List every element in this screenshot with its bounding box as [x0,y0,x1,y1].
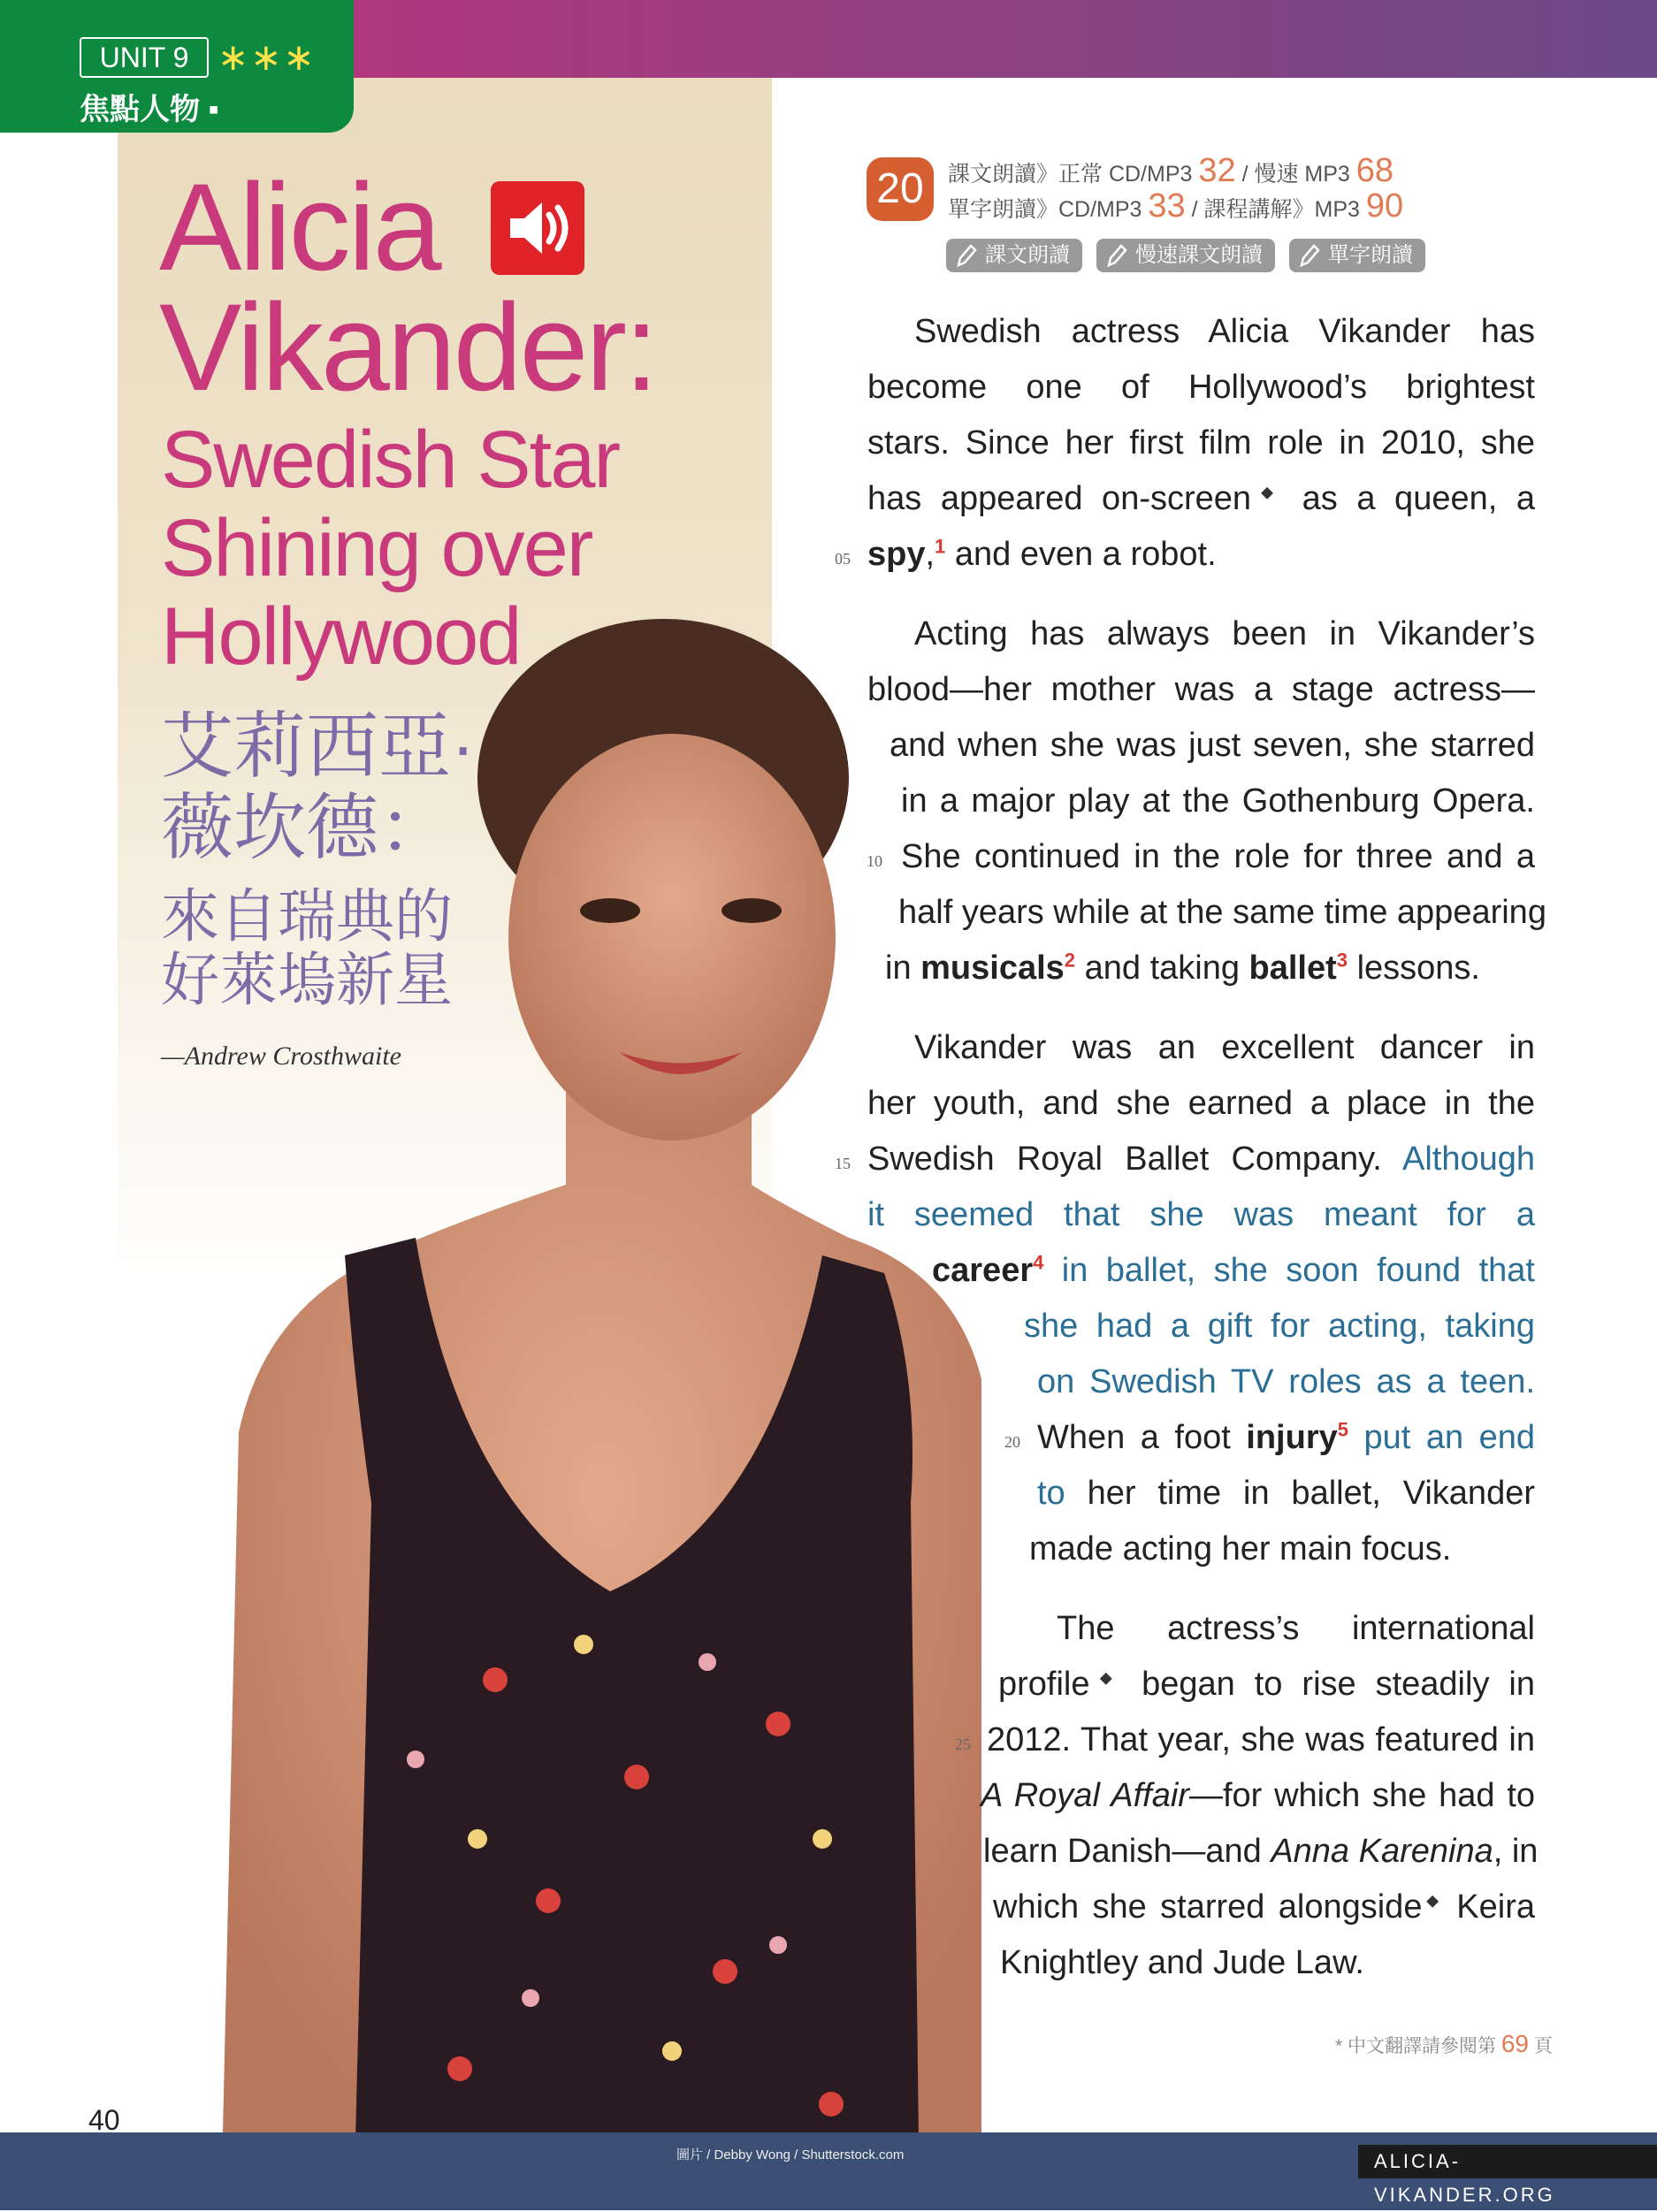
chinese-subtitle-line-2: 好萊塢新星 [161,947,453,1012]
chinese-title-line-2: 薇坎德： [161,788,452,868]
page-number: 40 [88,2104,120,2136]
body-line: in a major play at the Gothenburg Opera. [901,782,1535,820]
body-line: made acting her main focus. [1029,1530,1452,1567]
body-line: stars. Since her first film role in 2010, she [867,424,1535,461]
section-label: 焦點人物 ▪ [80,93,219,126]
body-line: which she starred alongside◆ Keira [993,1888,1535,1926]
title-line-2: Vikander: [159,278,656,416]
body-line: Swedish actress Alicia Vikander has [914,313,1535,350]
body-line: learn Danish—and Anna Karenina, in [983,1833,1539,1870]
body-line-highlight: it seemed that she was meant for a [867,1196,1535,1233]
body-line: Vikander was an excellent dancer in [914,1029,1535,1066]
body-line: in musicals$^2$ and taking ballet$^3$ lessons. [885,949,1480,987]
photo-credit: 圖片 / Debby Wong / Shutterstock.com [676,2147,905,2162]
title-line-1: Alicia [159,157,439,296]
pen-icon [955,242,978,269]
chinese-subtitle-line-1: 來自瑞典的 [161,883,453,949]
line-number: 25 [955,1735,971,1753]
subtitle-line-1: Swedish Star [161,415,620,505]
body-line: career$^4$ in ballet, she soon found that [932,1251,1535,1289]
body-line: profile◆ began to rise steadily in [998,1666,1535,1703]
audio-info-line-1: 課文朗讀》正常 CD/MP3 32 / 慢速 MP3 68 [948,152,1394,189]
body-line: spy,$^1$ and even a robot. [867,535,1217,573]
body-line: 2012. That year, she was featured in [987,1721,1535,1758]
audio-info-line-2: 單字朗讀》CD/MP3 33 / 課程講解》MP3 90 [948,187,1404,225]
unit-label: UNIT 9 [80,37,209,78]
chinese-title-line-1: 艾莉西亞· [161,706,476,787]
slow-read-text-button[interactable]: 慢速課文朗讀 [1096,239,1275,272]
read-text-button[interactable]: 課文朗讀 [946,239,1082,272]
line-number: 15 [835,1155,851,1172]
body-line: Acting has always been in Vikander’s [914,615,1535,652]
body-line: A Royal Affair—for which she had to [981,1777,1536,1814]
body-line: to her time in ballet, Vikander [1037,1475,1535,1512]
track-number-badge: 20 [867,157,934,221]
body-line: blood—her mother was a stage actress— [867,671,1535,708]
subtitle-line-2: Shining over [161,503,592,593]
site-label: ALICIA-VIKANDER.ORG [1358,2145,1657,2178]
body-line: When a foot injury$^5$ put an end [1037,1418,1535,1456]
pen-icon [1105,242,1128,269]
body-line-highlight: she had a gift for acting, taking [1024,1308,1535,1345]
body-line: has appeared on-screen◆ as a queen, a [867,480,1536,517]
translation-note: * 中文翻譯請參閱第 69 頁 [1335,2030,1553,2057]
body-line: Knightley and Jude Law. [1000,1944,1364,1981]
body-line: her youth, and she earned a place in the [867,1085,1535,1122]
line-number: 20 [1004,1433,1020,1451]
line-number: 10 [867,852,882,870]
body-line: She continued in the role for three and a [901,838,1535,875]
difficulty-stars: ∗∗∗ [218,36,317,78]
speaker-icon[interactable] [491,181,584,275]
body-line-highlight: on Swedish TV roles as a teen. [1037,1363,1535,1400]
subtitle-line-3: Hollywood [161,591,521,682]
body-line: half years while at the same time appearing [898,894,1546,931]
body-line: and when she was just seven, she starred [890,727,1535,764]
line-number: 05 [835,550,851,568]
pen-icon [1298,242,1321,269]
body-line: The actress’s international [1057,1610,1535,1647]
body-line: become one of Hollywood’s brightest [867,369,1535,406]
body-line: Swedish Royal Ballet Company. Although [867,1140,1535,1178]
author-byline: —Andrew Crosthwaite [161,1041,401,1071]
read-words-button[interactable]: 單字朗讀 [1289,239,1425,272]
